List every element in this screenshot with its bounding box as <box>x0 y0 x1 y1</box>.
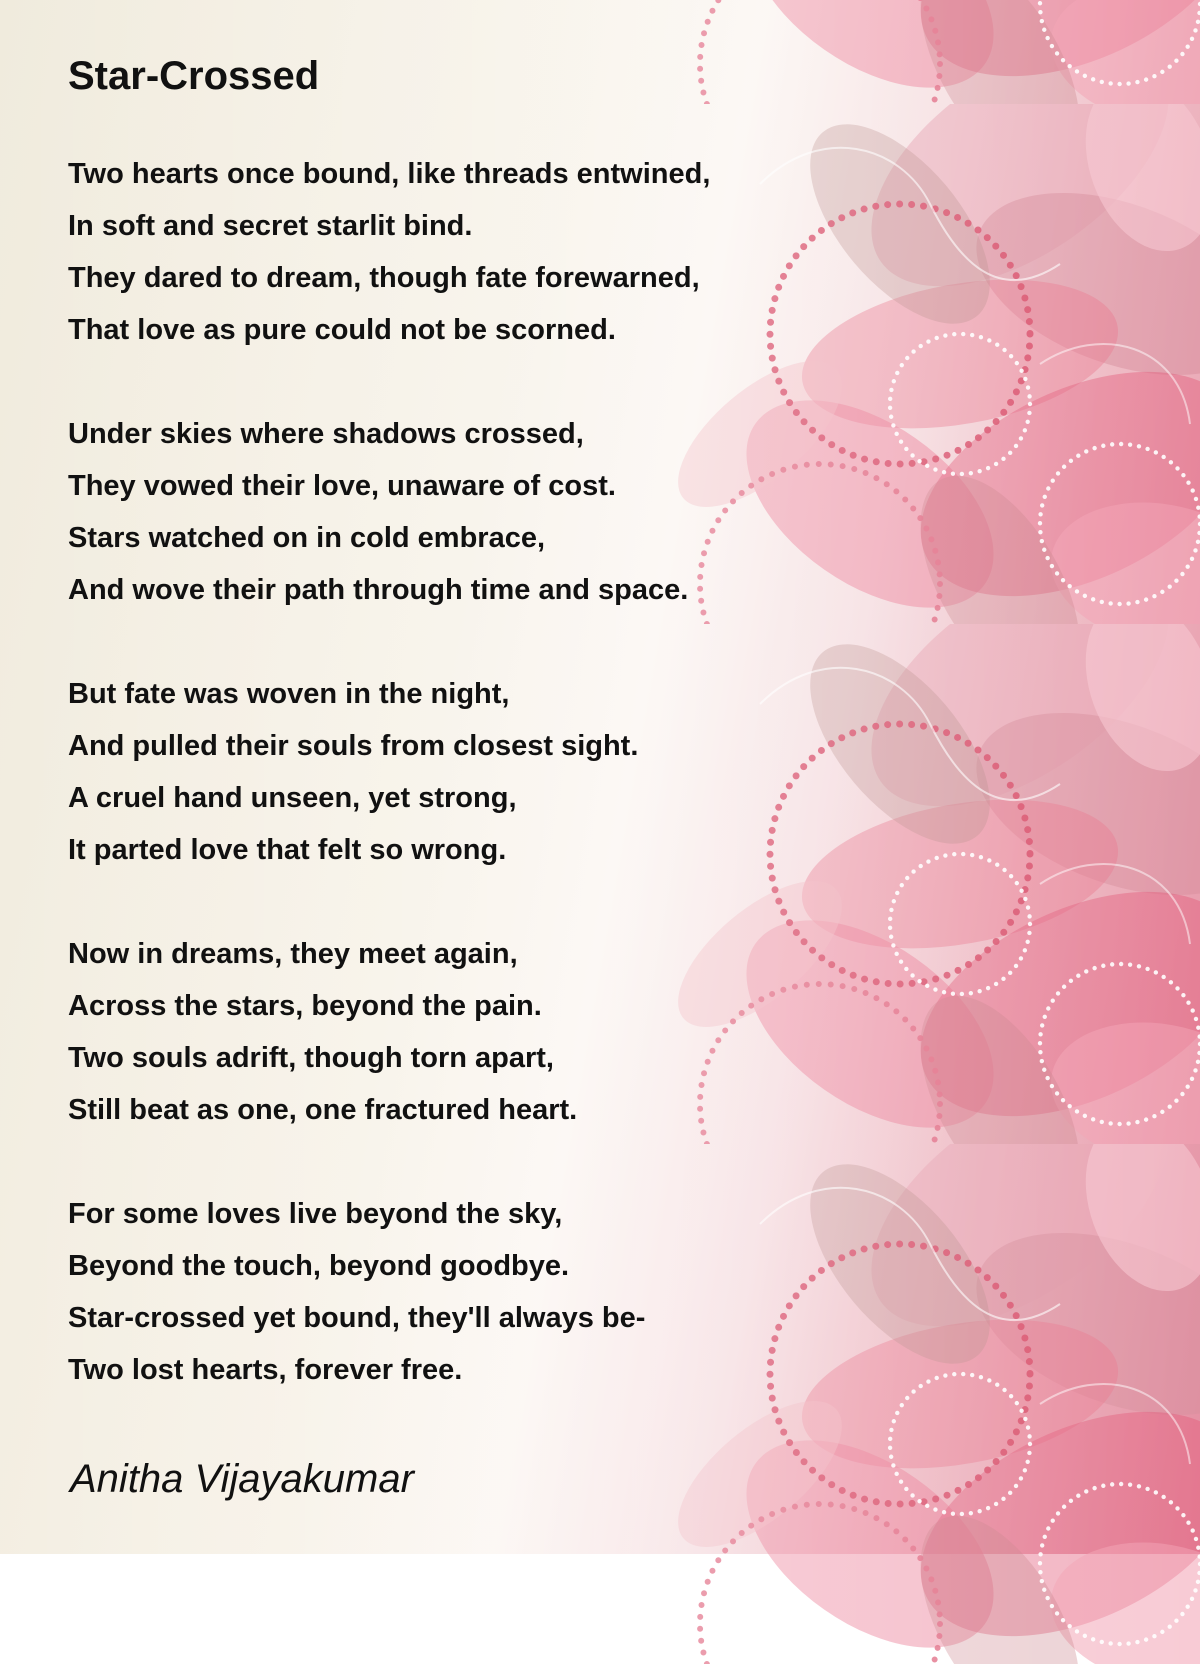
poem-line: That love as pure could not be scorned. <box>68 314 616 346</box>
poem-line: Stars watched on in cold embrace, <box>68 522 546 554</box>
poem-line: Two lost hearts, forever free. <box>68 1354 463 1386</box>
poem-line: Beyond the touch, beyond goodbye. <box>68 1250 570 1282</box>
poem-line: Under skies where shadows crossed, <box>68 418 584 450</box>
poem-line: In soft and secret starlit bind. <box>68 210 473 242</box>
poem-line: And wove their path through time and space. <box>68 574 689 606</box>
poem-line: Two hearts once bound, like threads entwined, <box>68 158 711 190</box>
poem-line: And pulled their souls from closest sight. <box>68 730 639 762</box>
poem-line: They vowed their love, unaware of cost. <box>68 470 616 502</box>
poem-line: For some loves live beyond the sky, <box>68 1198 563 1230</box>
poem-line: Two souls adrift, though torn apart, <box>68 1042 554 1074</box>
poem-line: A cruel hand unseen, yet strong, <box>68 782 517 814</box>
poem-title: Star-Crossed <box>68 54 320 98</box>
poem-line: But fate was woven in the night, <box>68 678 510 710</box>
poem-author: Anitha Vijayakumar <box>70 1457 414 1501</box>
poem-line: Now in dreams, they meet again, <box>68 938 518 970</box>
poem-line: Across the stars, beyond the pain. <box>68 990 542 1022</box>
poem-line: They dared to dream, though fate forewarned, <box>68 262 700 294</box>
poem-line: It parted love that felt so wrong. <box>68 834 507 866</box>
poem-line: Still beat as one, one fractured heart. <box>68 1094 578 1126</box>
poem-line: Star-crossed yet bound, they'll always be- <box>68 1302 646 1334</box>
